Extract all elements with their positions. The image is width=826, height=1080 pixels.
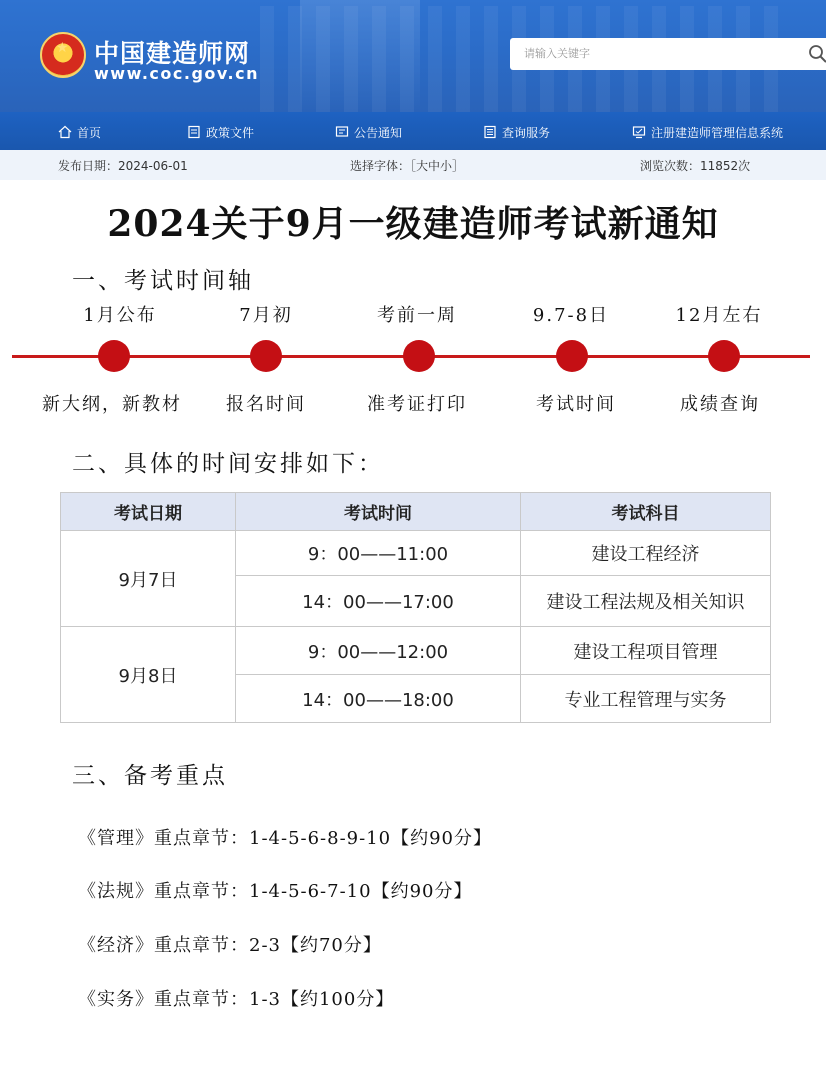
- nav-query[interactable]: [483, 122, 550, 142]
- table-cell-subject: 建设工程法规及相关知识: [521, 576, 770, 627]
- nav-home[interactable]: [58, 122, 101, 142]
- timeline-bottom-label: 考试时间: [536, 394, 616, 415]
- system-icon: [632, 125, 646, 139]
- timeline-dot: [98, 340, 130, 372]
- nav-registry-system[interactable]: [632, 122, 783, 142]
- notice-icon: [335, 125, 349, 139]
- table-cell-subject: 建设工程经济: [521, 531, 770, 576]
- focus-item: 《管理》重点章节：1-4-5-6-8-9-10【约90分】: [78, 828, 493, 849]
- timeline-dot: [403, 340, 435, 372]
- exam-schedule-table: [60, 492, 771, 723]
- document-icon: [187, 125, 201, 139]
- table-header-subject: 考试科目: [521, 493, 770, 531]
- search-box: [510, 38, 826, 70]
- nav-notice-label: 公告通知: [354, 125, 403, 140]
- timeline-dot: [556, 340, 588, 372]
- view-count: 浏览次数：11852次: [640, 159, 751, 173]
- timeline-top-label: 12月左右: [675, 305, 763, 326]
- article-meta-bar: [0, 150, 826, 180]
- nav-notice[interactable]: [335, 122, 402, 142]
- table-cell-time: 14：00——17:00: [236, 576, 521, 627]
- timeline-bottom-label: 准考证打印: [367, 394, 467, 415]
- table-cell-time: 14：00——18:00: [236, 675, 521, 722]
- national-emblem-logo[interactable]: [40, 32, 86, 78]
- focus-item: 《实务》重点章节：1-3【约100分】: [78, 989, 395, 1010]
- table-cell-subject: 专业工程管理与实务: [564, 689, 727, 711]
- publish-date: 发布日期：2024-06-01: [58, 159, 188, 173]
- main-nav: [0, 112, 826, 150]
- timeline-bottom-label: 成绩查询: [680, 394, 760, 415]
- timeline-top-label: 7月初: [239, 305, 293, 326]
- section-heading-timeline: 一、考试时间轴: [72, 268, 254, 294]
- section-heading-schedule: 二、具体的时间安排如下：: [72, 451, 384, 477]
- table-cell-date: 9月7日: [61, 531, 236, 627]
- search-icon[interactable]: [808, 44, 826, 64]
- table-header-date: 考试日期: [61, 493, 236, 531]
- timeline-dot: [250, 340, 282, 372]
- site-name[interactable]: 中国建造师网: [94, 39, 251, 68]
- timeline-top-label: 9.7-8日: [532, 305, 610, 326]
- table-cell-time: 9：00——11:00: [236, 531, 521, 576]
- font-size-selector[interactable]: 选择字体：［大中小］: [350, 159, 465, 173]
- timeline-dot: [708, 340, 740, 372]
- header-light-glow: [300, 0, 420, 112]
- search-input[interactable]: [524, 45, 784, 63]
- page-title: 2024关于9月一级建造师考试新通知: [107, 203, 719, 245]
- nav-policy-label: 政策文件: [206, 125, 255, 140]
- timeline-top-label: 考前一周: [377, 305, 457, 326]
- query-icon: [483, 125, 497, 139]
- table-cell-subject: 建设工程项目管理: [521, 627, 770, 675]
- home-icon: [58, 125, 72, 139]
- timeline-bottom-label: 新大纲，新教材: [42, 394, 182, 415]
- timeline-bottom-label: 报名时间: [226, 394, 306, 415]
- nav-policy[interactable]: [187, 122, 254, 142]
- table-cell-date: 9月8日: [61, 627, 236, 722]
- focus-item: 《法规》重点章节：1-4-5-6-7-10【约90分】: [78, 881, 473, 902]
- site-header: [0, 0, 826, 112]
- nav-query-label: 查询服务: [502, 125, 551, 140]
- table-header-time: 考试时间: [236, 493, 521, 531]
- timeline-top-label: 1月公布: [83, 305, 157, 326]
- nav-home-label: 首页: [77, 125, 102, 140]
- site-url[interactable]: www.coc.gov.cn: [94, 64, 259, 83]
- focus-item: 《经济》重点章节：2-3【约70分】: [78, 935, 382, 956]
- nav-registry-system-label: 注册建造师管理信息系统: [651, 125, 784, 140]
- table-cell-time: 9：00——12:00: [236, 627, 521, 675]
- section-heading-focus: 三、备考重点: [72, 763, 228, 789]
